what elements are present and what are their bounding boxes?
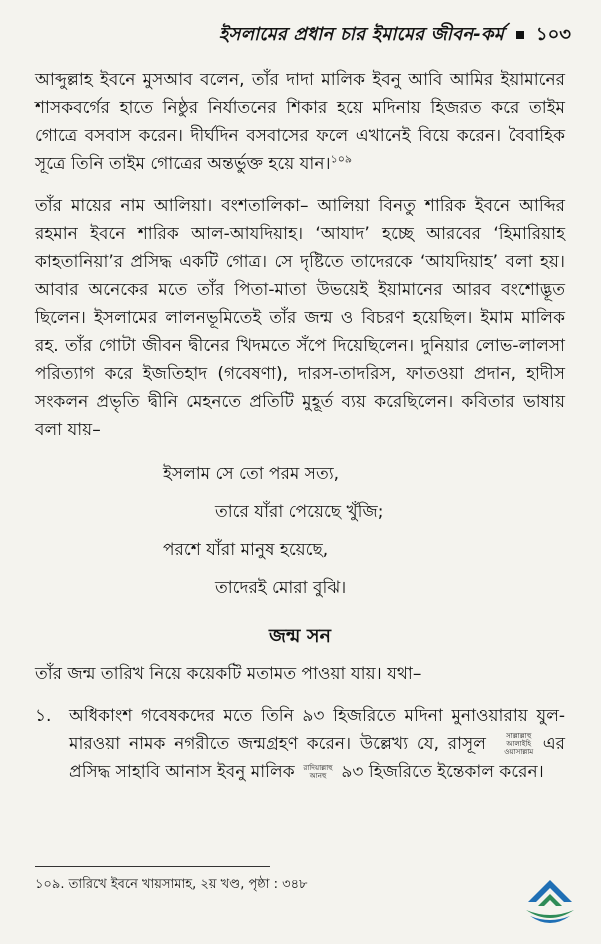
page-number: ১০৩: [535, 23, 571, 45]
header-bullet-icon: [516, 31, 524, 39]
list-text-part: অধিকাংশ গবেষকদের মতে তিনি ৯৩ হিজরিতে মদিনা মুনাওয়ারায় যুল-মারওয়া নামক নগরীতে জন্মগ্রহণ করেন। উল্লেখ্য যে, রাসূল: [69, 706, 565, 754]
list-text-part: এর প্রসিদ্ধ সাহাবি আনাস ইবনু মালিক: [69, 734, 566, 782]
list-text: [69, 702, 565, 786]
poem: [35, 458, 565, 610]
section-heading: জন্ম সন: [269, 625, 331, 647]
paragraph-1: [35, 66, 565, 178]
page-header: [200, 20, 571, 50]
poem-line: ইসলাম সে তো পরম সত্য,: [163, 464, 340, 484]
poem-line: তারে যাঁরা পেয়েছে খুঁজি;: [215, 502, 384, 522]
paragraph-2: তাঁর মায়ের নাম আলিয়া। বংশতালিকা– আলিয়া বিনতু শারিক ইবনে আব্দির রহমান ইবনে শারিক আল-আযদিয়াহ। ‘আযাদ’ হচ্ছে আরবের ‘হিমারিয়াহ কাহতানিয়া’র প্রসিদ্ধ একটি গোত্র। সে দৃষ্টিতে তাদেরকে ‘আযদিয়াহ’ বলা হয়। আবার অনেকের মতে তাঁর পিতা-মাতা উভয়েই ইয়ামানের আরব বংশোদ্ভূত ছিলেন। ইসলামের লালনভূমিতেই তাঁর জন্ম ও বিচরণ হয়েছিল। ইমাম মালিক রহ. তাঁর গোটা জীবন দ্বীনের খিদমতে সঁপে দিয়েছিলেন। দুনিয়ার লোভ-লালসা পরিত্যাগ করে ইজতিহাদ (গবেষণা), দারস-তাদরিস, ফাতওয়া প্রদান, হাদীস সংকলন প্রভৃতি দ্বীনি মেহনতে প্রতিটি মুহূর্ত ব্যয় করেছিলেন। কবিতার ভাষায় বলা যায়–: [35, 196, 565, 440]
publisher-logo-icon: [520, 876, 580, 936]
list-text-part: ৯৩ হিজরিতে ইন্তেকাল করেন।: [341, 762, 544, 782]
section-intro: তাঁর জন্ম তারিখ নিয়ে কয়েকটি মতামত পাওয়া যায়। যথা–: [35, 664, 422, 684]
poem-line: তাদেরই মোরা বুঝি।: [215, 578, 347, 598]
honorific-calligraphy: রাদিয়াল্লাহু আনহু: [303, 764, 333, 780]
footnote-divider: [35, 866, 270, 867]
footnote-reference: ১০৯: [330, 152, 352, 166]
footnote: ১০৯. তারিখে ইবনে খায়সামাহ, ২য় খণ্ড, পৃষ্ঠা : ৩৪৮: [35, 877, 308, 892]
honorific-calligraphy: সাল্লাল্লাহু আলাইহি ওয়াসাল্লাম: [504, 732, 534, 756]
list-item: [35, 702, 565, 786]
running-title: ইসলামের প্রধান চার ইমামের জীবন-কর্ম: [218, 23, 504, 45]
page-body: [35, 66, 565, 786]
paragraph-1-text: আব্দুল্লাহ ইবনে মুসআব বলেন, তাঁর দাদা মালিক ইবনু আবি আমির ইয়ামানের শাসকবর্গের হাতে নিষ্ঠুর নির্যাতনের শিকার হয়ে মদিনায় হিজরত করে তাইম গোত্রে বসবাস করেন। দীর্ঘদিন বসবাসের ফলে এখানেই বিয়ে করেন। বৈবাহিক সূত্রে তিনি তাইম গোত্রের অন্তর্ভুক্ত হয়ে যান।: [35, 70, 565, 174]
poem-line: পরশে যাঁরা মানুষ হয়েছে,: [163, 540, 329, 560]
list-number: ১.: [35, 706, 52, 726]
